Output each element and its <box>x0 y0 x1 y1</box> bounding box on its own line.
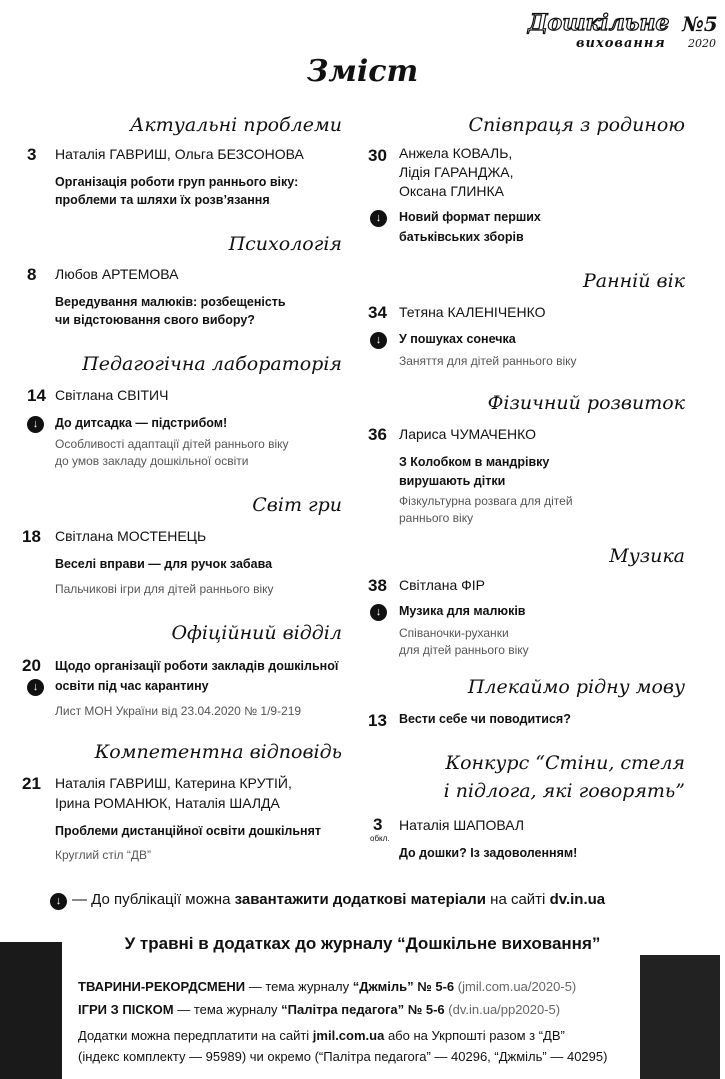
appendix-url[interactable]: (jmil.com.ua/2020-5) <box>454 979 577 994</box>
article-note: Фізкультурна розвага для дітей <box>399 494 573 508</box>
section-heading: Ранній вік <box>583 270 685 292</box>
section-heading: Педагогічна лабораторія <box>82 353 342 375</box>
appendix-text: — тема журналу <box>245 979 353 994</box>
appendix-magazine: “Джміль” № 5-6 <box>352 979 455 994</box>
issue-year: 2020 <box>688 37 716 50</box>
article-title[interactable]: Веселі вправи — для ручок забава <box>55 557 273 571</box>
article-title[interactable]: проблеми та шляхи їх розв’язання <box>55 193 270 207</box>
issue-number: №5 <box>682 12 718 36</box>
article-note: Особливості адаптації дітей раннього віку <box>55 437 289 451</box>
magazine-cover-image <box>0 942 62 1079</box>
appendix-theme: ТВАРИНИ-РЕКОРДСМЕНИ <box>78 979 246 994</box>
download-note-bold: завантажити додаткові матеріали <box>234 891 486 908</box>
download-icon[interactable]: ↓ <box>27 416 44 433</box>
article-title[interactable]: Щодо організації роботи закладів дошкільної <box>55 659 339 673</box>
author: Любов АРТЕМОВА <box>55 266 179 282</box>
article-title[interactable]: батьківських зборів <box>399 230 524 244</box>
page-number: 3 <box>373 815 383 834</box>
section-heading: Психологія <box>228 233 342 255</box>
author: Наталія ШАПОВАЛ <box>399 817 525 833</box>
appendix-theme: ІГРИ З ПІСКОМ <box>78 1002 174 1017</box>
page-number: 14 <box>27 386 46 405</box>
article-note: для дітей раннього віку <box>399 643 529 657</box>
site-link[interactable]: dv.in.ua <box>549 891 606 908</box>
page-number: 36 <box>368 425 387 444</box>
author: Світлана ФІР <box>399 577 485 593</box>
appendix-text: Додатки можна передплатити на сайті <box>78 1028 313 1043</box>
appendix-line <box>78 1027 565 1045</box>
section-heading: Офіційний відділ <box>171 622 342 644</box>
article-title[interactable]: Вередування малюків: розбещеність <box>55 295 286 309</box>
page-number: 20 <box>22 656 41 675</box>
article-title[interactable]: чи відстоювання свого вибору? <box>55 313 255 327</box>
section-heading: Фізичний розвиток <box>487 392 685 414</box>
author: Лариса ЧУМАЧЕНКО <box>399 426 537 442</box>
author: Тетяна КАЛЕНІЧЕНКО <box>399 304 546 320</box>
download-icon: ↓ <box>50 893 67 910</box>
appendix-title: У травні в додатках до журналу “Дошкільне виховання” <box>124 934 601 953</box>
article-note: Круглий стіл “ДВ” <box>55 848 152 862</box>
author: Оксана ГЛИНКА <box>399 183 505 199</box>
author: Ірина РОМАНЮК, Наталія ШАЛДА <box>55 795 280 811</box>
download-icon[interactable]: ↓ <box>370 604 387 621</box>
article-note: Лист МОН України від 23.04.2020 № 1/9-219 <box>55 704 302 718</box>
article-note: раннього віку <box>399 511 474 525</box>
article-note: Пальчикові ігри для дітей раннього віку <box>55 582 274 596</box>
page-number: 13 <box>368 711 387 730</box>
author: Наталія ГАВРИШ, Катерина КРУТІЙ, <box>55 775 292 791</box>
section-heading: Актуальні проблеми <box>130 114 342 136</box>
download-icon[interactable]: ↓ <box>370 210 387 227</box>
author: Наталія ГАВРИШ, Ольга БЕЗСОНОВА <box>55 146 304 162</box>
author: Лідія ГАРАНДЖА, <box>399 164 514 180</box>
appendix-line: (індекс комплекту — 95989) чи окремо (“Палітра педагога” — 40296, “Джміль” — 40295) <box>78 1049 608 1064</box>
section-heading: Компетентна відповідь <box>94 741 342 763</box>
article-note: Заняття для дітей раннього віку <box>399 354 577 368</box>
section-heading: Плекаймо рідну мову <box>467 676 685 698</box>
article-title[interactable]: Організація роботи груп раннього віку: <box>55 175 299 189</box>
article-note: до умов закладу дошкільної освіти <box>55 454 249 468</box>
page-title: Зміст <box>306 54 419 89</box>
appendix-line <box>78 1001 560 1019</box>
download-note-mid: на сайті <box>490 891 546 908</box>
download-note-pre: — До публікації можна <box>72 891 231 908</box>
appendix-text: або на Укрпошті разом з “ДВ” <box>384 1028 565 1043</box>
article-note: Співаночки-руханки <box>399 626 509 640</box>
page-number: 3 <box>27 145 37 164</box>
download-icon[interactable]: ↓ <box>27 679 44 696</box>
page-number: 34 <box>368 303 387 322</box>
page-number: 8 <box>27 265 37 284</box>
appendix-line <box>78 978 576 996</box>
page-number: 21 <box>22 774 41 793</box>
magazine-logo: Дошкільне <box>528 10 670 36</box>
article-title[interactable]: Новий формат перших <box>399 210 541 224</box>
article-title[interactable]: Проблеми дистанційної освіти дошкільнят <box>55 824 322 838</box>
site-link[interactable]: jmil.com.ua <box>312 1028 385 1043</box>
magazine-cover-image <box>640 955 720 1079</box>
section-heading: Світ гри <box>252 494 342 516</box>
article-title[interactable]: вирушають дітки <box>399 474 506 488</box>
magazine-logo-sub: виховання <box>576 36 666 51</box>
section-heading: і підлога, які говорять” <box>443 780 685 802</box>
article-title[interactable]: освіти під час карантину <box>55 679 209 693</box>
page-number: 38 <box>368 576 387 595</box>
appendix-url[interactable]: (dv.in.ua/pp2020-5) <box>444 1002 561 1017</box>
section-heading: Музика <box>609 545 685 567</box>
article-title[interactable]: У пошуках сонечка <box>399 332 516 346</box>
author: Світлана МОСТЕНЕЦЬ <box>55 528 207 544</box>
article-title[interactable]: Музика для малюків <box>399 604 526 618</box>
article-title[interactable]: До дошки? Із задоволенням! <box>399 846 578 860</box>
article-title[interactable]: З Колобком в мандрівку <box>399 455 550 469</box>
article-title[interactable]: Вести себе чи поводитися? <box>399 712 571 726</box>
download-icon[interactable]: ↓ <box>370 332 387 349</box>
page-number-sub: обкл. <box>370 834 390 843</box>
author: Анжела КОВАЛЬ, <box>399 145 513 161</box>
page-number: 18 <box>22 527 41 546</box>
section-heading: Співпраця з родиною <box>468 114 685 136</box>
appendix-magazine: “Палітра педагога” № 5-6 <box>281 1002 445 1017</box>
author: Світлана СВІТИЧ <box>55 387 169 403</box>
page-number: 30 <box>368 146 387 165</box>
download-note <box>72 891 605 908</box>
article-title[interactable]: До дитсадка — підстрибом! <box>55 416 228 430</box>
section-heading: Конкурс “Стіни, стеля <box>445 752 685 774</box>
appendix-text: — тема журналу <box>173 1002 282 1017</box>
